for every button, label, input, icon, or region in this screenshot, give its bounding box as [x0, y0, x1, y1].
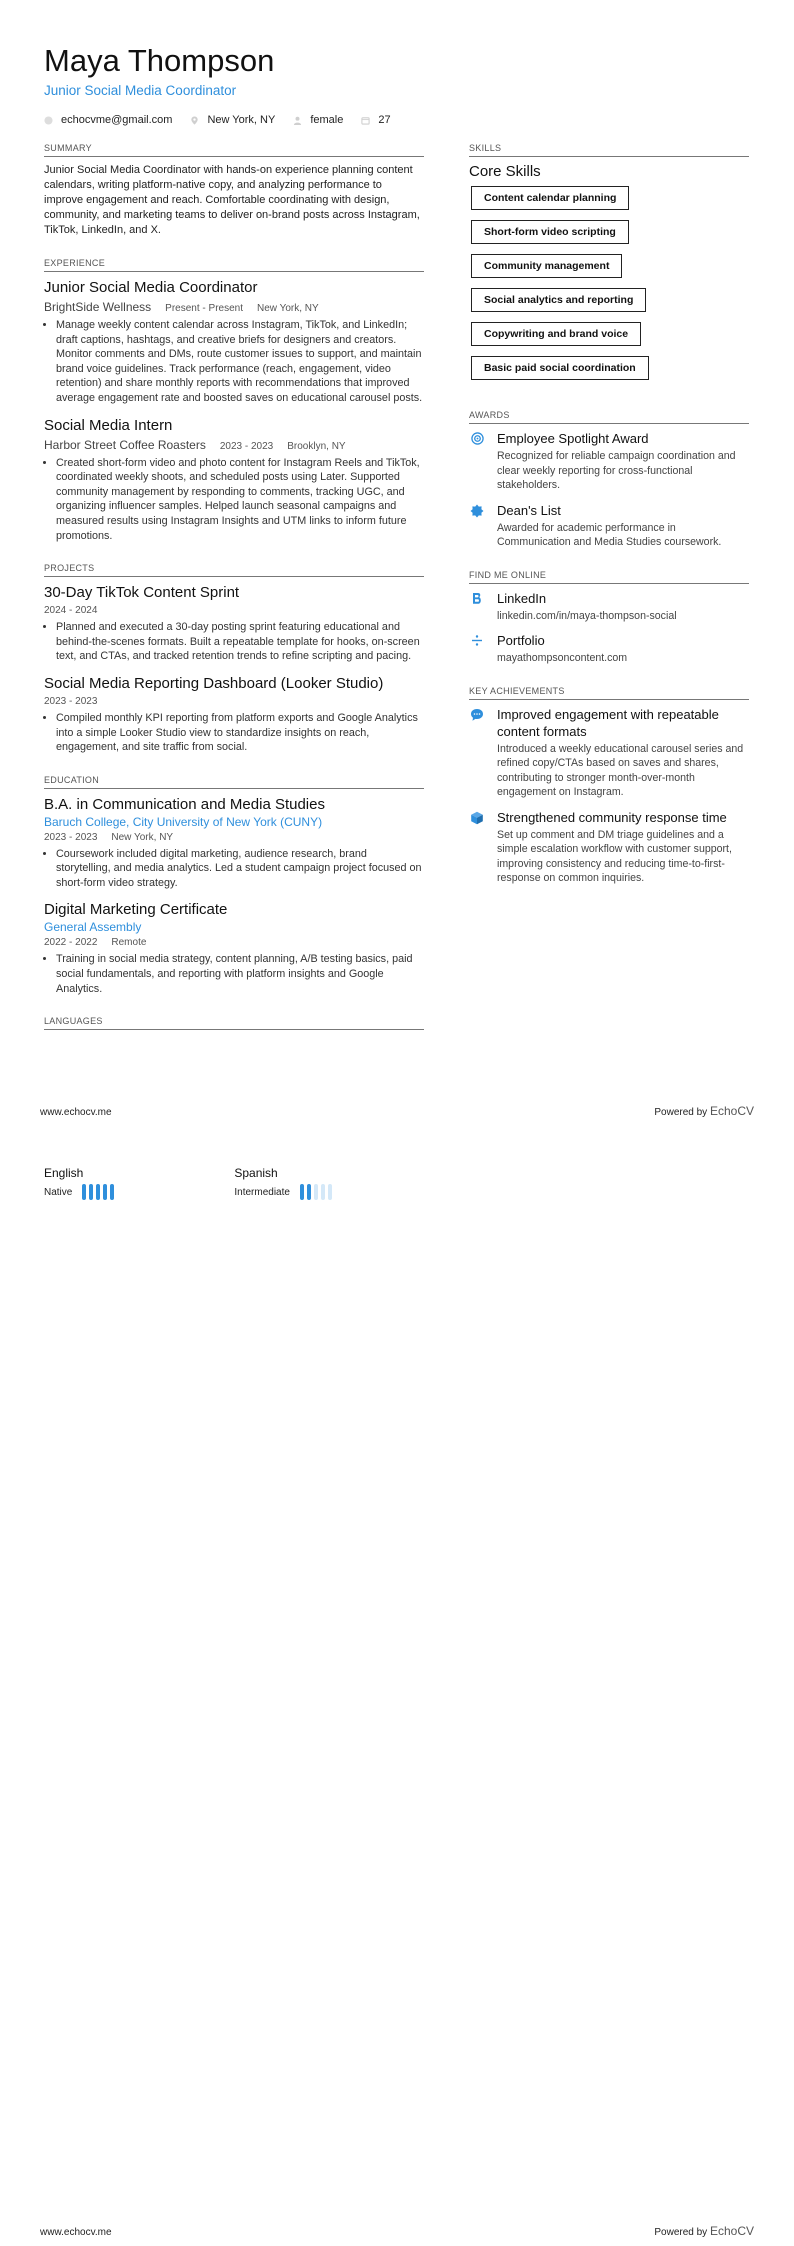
languages-heading: LANGUAGES	[44, 1016, 424, 1030]
school-name: General Assembly	[44, 920, 142, 935]
skill-tag: Community management	[471, 254, 622, 278]
languages-section	[44, 1016, 424, 1030]
award-item	[469, 502, 749, 550]
education-section	[44, 775, 424, 997]
award-item	[469, 430, 749, 493]
footer-powered	[654, 1104, 754, 1118]
award-desc: Awarded for academic performance in Communication and Media Studies coursework.	[497, 521, 722, 548]
contact-location-text: New York, NY	[207, 114, 276, 126]
achievement-item	[469, 706, 749, 800]
project-bullets	[44, 620, 424, 664]
experience-heading: EXPERIENCE	[44, 258, 424, 272]
level-bar	[110, 1184, 114, 1200]
skill-tag: Content calendar planning	[471, 186, 629, 210]
awards-section	[469, 410, 749, 550]
target-icon	[471, 432, 484, 445]
skill-tag: Short-form video scripting	[471, 220, 629, 244]
skill-tag: Basic paid social coordination	[471, 356, 649, 380]
footer-brand: EchoCV	[709, 2224, 754, 2238]
left-column	[44, 143, 424, 1050]
skills-group-title: Core Skills	[469, 163, 541, 180]
page-footer	[40, 1104, 754, 1118]
job-bullets	[44, 456, 424, 544]
footer-brand: EchoCV	[709, 1104, 754, 1118]
language-level: Intermediate	[234, 1186, 290, 1198]
contact-gender	[293, 114, 343, 126]
calendar-icon	[361, 116, 370, 125]
job-dates: 2023 - 2023	[219, 440, 274, 452]
job-bullet: • Created short-form video and photo content for Instagram Reels and TikTok, coordinated weekly shoots, and scheduled posts using Later. Supported community management by responding to comments, tracking UGC, and organizing influencer samples. Helped launch seasonal campaigns and measured results using Instagram Insights and UTM links to inform future promotions.	[56, 456, 424, 544]
project-bullet: • Planned and executed a 30-day posting sprint featuring educational and behind-the-scenes formats. Built a repeatable template for hooks, on-screen text, and CTAs, and tracked retention trends to refine scripting and pacing.	[56, 620, 424, 664]
project-title: 30-Day TikTok Content Sprint	[44, 584, 240, 602]
job-bullet: • Manage weekly content calendar across Instagram, TikTok, and LinkedIn; draft captions, hashtags, and creative briefs for designers and creators. Monitor comments and DMs, route customer issues to support, and maintain brand voice guidelines. Track performance (reach, engagement, video retention) and share monthly reports with recommendations that improved average engagement rate and boosted saves on educational carousel posts.	[56, 318, 424, 406]
education-bullet: • Coursework included digital marketing, audience research, brand storytelling, and media analytics. Led a student campaign project focused on short-form video strategy.	[56, 847, 424, 891]
summary-heading: SUMMARY	[44, 143, 424, 157]
company-name: BrightSide Wellness	[44, 300, 152, 314]
achievement-title: Strengthened community response time	[497, 809, 727, 825]
contact-email-text: echocvme@gmail.com	[61, 114, 173, 126]
right-column	[469, 143, 749, 906]
chat-bubble-icon	[470, 708, 484, 722]
online-item[interactable]	[469, 590, 749, 624]
summary-section	[44, 143, 424, 238]
online-title: LinkedIn	[497, 590, 547, 606]
email-icon	[44, 116, 53, 125]
online-item[interactable]	[469, 632, 749, 666]
job-meta	[44, 438, 424, 452]
award-title: Dean's List	[497, 502, 561, 518]
project-item	[44, 674, 424, 755]
cube-icon	[470, 811, 484, 825]
company-name: Harbor Street Coffee Roasters	[44, 437, 206, 452]
summary-text: Junior Social Media Coordinator with hands-on experience planning content calendars, writing platform-native copy, and analyzing performance to improve engagement and reach. Comfortable coordinating with design, community, and marketing teams to deliver on-brand posts across Instagram, TikTok, LinkedIn, and X.	[44, 164, 420, 236]
footer-powered	[654, 2224, 754, 2238]
candidate-role: Junior Social Media Coordinator	[44, 83, 237, 98]
badge-icon	[470, 504, 484, 518]
language-level-bars	[82, 1184, 114, 1200]
project-meta	[44, 696, 424, 707]
language-item	[234, 1166, 332, 1200]
level-bar	[314, 1184, 318, 1200]
awards-heading: AWARDS	[469, 410, 749, 424]
skill-tag: Copywriting and brand voice	[471, 322, 641, 346]
education-bullet: • Training in social media strategy, content planning, A/B testing basics, paid social fundamentals, and reporting with platform insights and Google Analytics.	[56, 952, 424, 996]
online-url[interactable]: linkedin.com/in/maya-thompson-social	[497, 609, 677, 622]
job-location: New York, NY	[256, 303, 319, 314]
education-location: New York, NY	[111, 831, 174, 843]
person-icon	[293, 116, 302, 125]
degree-title: B.A. in Communication and Media Studies	[44, 795, 325, 813]
contact-location	[190, 114, 275, 126]
contact-age-text: 27	[378, 114, 391, 126]
language-item	[44, 1166, 114, 1200]
resume-header	[44, 42, 754, 126]
skill-tag: Social analytics and reporting	[471, 288, 646, 312]
job-location: Brooklyn, NY	[287, 440, 346, 452]
online-url[interactable]: mayathompsoncontent.com	[497, 652, 628, 664]
online-heading: FIND ME ONLINE	[469, 570, 749, 584]
achievement-title: Improved engagement with repeatable content formats	[497, 706, 719, 739]
level-bar	[300, 1184, 304, 1200]
level-bar	[328, 1184, 332, 1200]
level-bar	[103, 1184, 107, 1200]
project-bullet: • Compiled monthly KPI reporting from platform exports and Google Analytics into a simple Looker Studio view to standardize insights on reach, engagement, and site traffic from social.	[56, 711, 424, 755]
project-title: Social Media Reporting Dashboard (Looker Studio)	[44, 674, 384, 692]
achievement-desc: Introduced a weekly educational carousel series and refined copy/CTAs based on saves and shares, contributing to stronger month-over-month engagement on Instagram.	[497, 742, 744, 798]
award-title: Employee Spotlight Award	[497, 431, 649, 446]
job-meta	[44, 300, 424, 314]
education-item	[44, 900, 424, 996]
project-meta	[44, 605, 424, 616]
language-name: Spanish	[234, 1166, 278, 1180]
skills-heading: SKILLS	[469, 143, 749, 157]
skills-list	[469, 186, 749, 390]
level-bar	[82, 1184, 86, 1200]
job-title: Junior Social Media Coordinator	[44, 279, 258, 296]
footer-powered-label: Powered by	[654, 1107, 708, 1118]
language-level-bars	[300, 1184, 332, 1200]
level-bar	[307, 1184, 311, 1200]
education-dates: 2022 - 2022	[44, 937, 98, 949]
project-dates: 2023 - 2023	[44, 695, 98, 707]
achievement-item	[469, 809, 749, 886]
language-level: Native	[44, 1186, 73, 1198]
achievements-section	[469, 686, 749, 886]
page-footer	[40, 2224, 754, 2238]
education-dates: 2023 - 2023	[44, 831, 98, 843]
achievement-desc: Set up comment and DM triage guidelines and a simple escalation workflow with customer support, improving consistency and reducing time-to-first-response on common inquiries.	[497, 828, 732, 884]
experience-item	[44, 416, 424, 544]
education-bullets	[44, 952, 424, 996]
degree-title: Digital Marketing Certificate	[44, 901, 228, 919]
achievements-heading: KEY ACHIEVEMENTS	[469, 686, 749, 700]
job-dates: Present - Present	[165, 303, 243, 314]
level-bar	[321, 1184, 325, 1200]
level-bar	[89, 1184, 93, 1200]
footer-website[interactable]: www.echocv.me	[40, 2227, 112, 2238]
project-item	[44, 583, 424, 664]
language-name: English	[44, 1166, 84, 1180]
divide-icon	[471, 634, 483, 647]
project-dates: 2024 - 2024	[44, 605, 98, 617]
footer-powered-label: Powered by	[654, 2227, 708, 2238]
education-meta	[44, 832, 424, 843]
projects-section	[44, 563, 424, 755]
education-meta	[44, 937, 424, 948]
education-location: Remote	[111, 937, 147, 949]
level-bar	[96, 1184, 100, 1200]
online-section	[469, 570, 749, 666]
school-name: Baruch College, City University of New York (CUNY)	[44, 814, 323, 829]
education-heading: EDUCATION	[44, 775, 424, 789]
contact-email[interactable]	[44, 114, 172, 126]
job-bullets	[44, 318, 424, 406]
experience-section	[44, 258, 424, 543]
projects-heading: PROJECTS	[44, 563, 424, 577]
location-pin-icon	[190, 116, 199, 125]
linkedin-icon	[471, 592, 483, 605]
languages-list	[44, 1166, 464, 1200]
experience-item	[44, 278, 424, 406]
education-bullets	[44, 847, 424, 891]
contact-row	[44, 114, 754, 126]
contact-gender-text: female	[310, 114, 344, 126]
education-item	[44, 795, 424, 891]
contact-age	[361, 114, 390, 126]
footer-website[interactable]: www.echocv.me	[40, 1107, 112, 1118]
award-desc: Recognized for reliable campaign coordination and clear weekly reporting for cross-functional stakeholders.	[497, 450, 736, 491]
project-bullets	[44, 711, 424, 755]
online-title: Portfolio	[497, 633, 545, 648]
skills-section	[469, 143, 749, 390]
candidate-name: Maya Thompson	[44, 43, 275, 78]
job-title: Social Media Intern	[44, 416, 173, 434]
